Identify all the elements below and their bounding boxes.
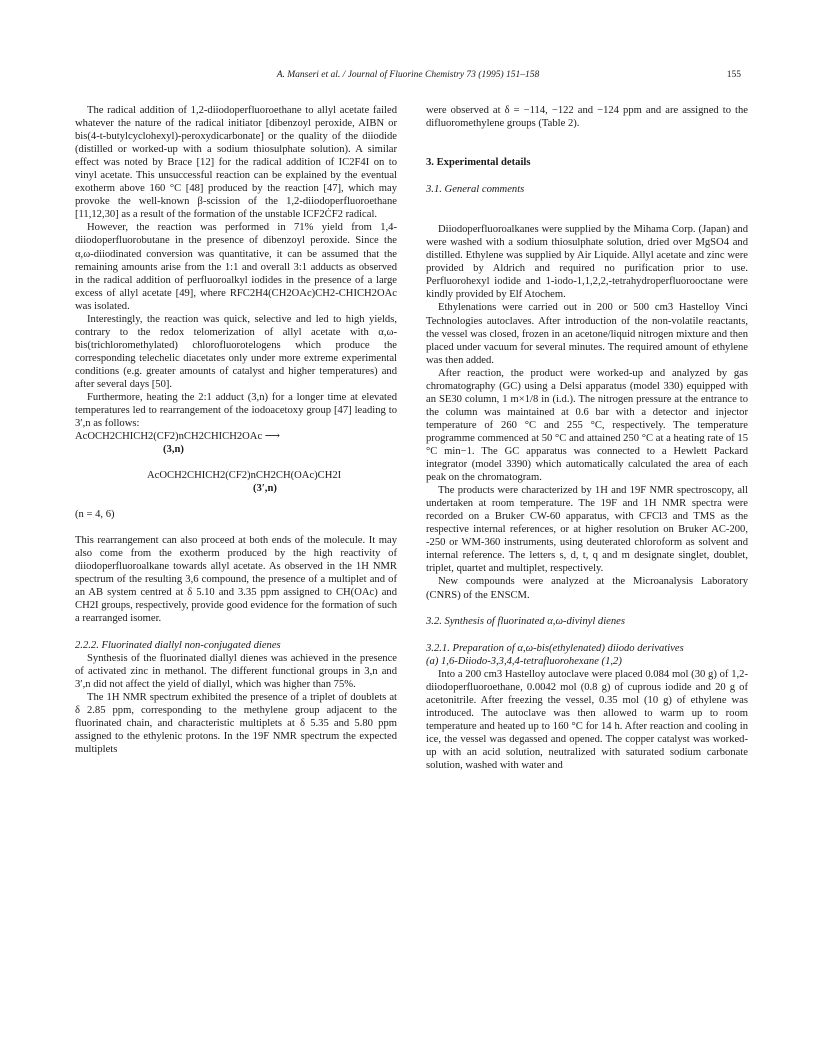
subsection-heading: 3.2. Synthesis of fluorinated α,ω-divinyl dienes <box>426 615 625 627</box>
subsection-heading: 3.1. General comments <box>426 184 525 196</box>
equation-condition: (n = 4, 6) <box>75 509 115 521</box>
paragraph: Interestingly, the reaction was quick, selective and led to high yields, contrary to the redox telomerization of allyl acetate with α,ω-bis(trichloromethylated) chlorofluorotelogens which produce the corresponding telechelic diacetates only under more extreme experimental conditions (e.g. greater amounts of catalyst and higher temperatures) and after several days [50]. <box>75 313 397 390</box>
page-number: 155 <box>726 70 741 80</box>
equation-reactant: AcOCH2CHICH2(CF2)nCH2CHICH2OAc ⟶ <box>75 431 280 443</box>
section-heading: 3. Experimental details <box>426 157 531 169</box>
paragraph: The products were characterized by 1H and 19F NMR spectroscopy, all undertaken at room temperature. The 19F and 1H NMR spectra were recorded on a Bruker CW-60 apparatus, with CFCl3 and TMS as the respective internal references, or at higher resolution on Bruker AC-200, -250 or WM-360 instruments, using deuterated chloroform as solvent and internal reference. The letters s, d, t, q and m designate singlet, doublet, triplet, quartet and multiplet, respectively. <box>426 485 748 575</box>
equation-line-2 <box>75 469 397 482</box>
paragraph: Into a 200 cm3 Hastelloy autoclave were placed 0.084 mol (30 g) of 1,2-diiodoperfluoroethane, 0.0042 mol (0.8 g) of cuprous iodide and 20 g of acetonitrile. After freezing the vessel, 0.35 mol (10 g) of ethylene was introduced. The autoclave was then allowed to warm up to room temperature and heated up to 160 °C for 14 h. After reaction and cooling in ice, the vessel was degassed and opened. The copper catalyst was worked-up with an acid solution, neutralized with saturated sodium carbonate solution, washed with water and <box>426 668 748 772</box>
equation-label-line-2 <box>75 482 397 495</box>
paragraph: However, the reaction was performed in 71% yield from 1,4-diiodoperfluorobutane in the presence of dibenzoyl peroxide. Since the α,ω-diiodinated conversion was quantitative, it can be assumed that the remaining amounts arise from the 1:1 and overall 3:1 adducts as observed in the radical addition of perfluoroalkyl iodides in the presence of a large excess of allyl acetate [49], where RFC2H4(CH2OAc)CH2-CHICH2OAc was isolated. <box>75 222 397 312</box>
subsection-heading: 2.2.2. Fluorinated diallyl non-conjugated dienes <box>75 639 281 651</box>
running-header <box>75 70 741 84</box>
equation-product: AcOCH2CHICH2(CF2)nCH2CH(OAc)CH2I <box>147 470 342 482</box>
left-column <box>75 104 397 756</box>
equation-condition-line <box>75 508 397 521</box>
equation-label: (3,n) <box>163 444 184 456</box>
paragraph: The radical addition of 1,2-diiodoperfluoroethane to allyl acetate failed whatever the nature of the radical initiator [dibenzoyl peroxide, AIBN or bis(4-t-butylcyclohexyl)-peroxydicarbonate] or the quality of the diiodide (distilled or worked-up with a sodium thiosulphate solution). A similar effect was noted by Brace [12] for the radical addition of IC2F4I on to vinyl acetate. This unsuccessful reaction can be explained by the eventual exotherm above 160 °C [48] produced by the reaction [47], which may provoke the well-known β-scission of the 1,2-diiodoperfluoroethane [11,12,30] as a result of the formation of the unstable ICF2ĊF2 radical. <box>75 105 397 221</box>
paragraph: Ethylenations were carried out in 200 or 500 cm3 Hastelloy Vinci Technologies autoclaves. After introduction of the non-volatile reactants, the vessel was closed, frozen in an acetone/liquid nitrogen mixture and then placed under vacuum for several minutes. The required amount of ethylene was then added. <box>426 302 748 366</box>
subsubsection-heading: 3.2.1. Preparation of α,ω-bis(ethylenated) diiodo derivatives <box>426 642 684 654</box>
paragraph: Diiodoperfluoroalkanes were supplied by the Mihama Corp. (Japan) and were washed with a sodium thiosulphate solution, dried over MgSO4 and distilled. Ethylene was supplied by Air Liquide. Allyl acetate and zinc were provided by Aldrich and required no purification prior to use. Perfluorohexyl iodide and 1-iodo-1,1,2,2,-tetrahydroperfluorooctane were kindly provided by Elf Atochem. <box>426 224 748 301</box>
paragraph: were observed at δ = −114, −122 and −124 ppm and are assigned to the difluoromethylene groups (Table 2). <box>426 105 748 130</box>
paragraph: After reaction, the product were worked-up and analyzed by gas chromatography (GC) using a Delsi apparatus (model 330) equipped with an SE30 column, 1 m×1/8 in (i.d.). The nitrogen pressure at the entrance to the column was maintained at 0.6 bar with a detector and injector temperature of 260 °C and 255 °C, respectively. The temperature programme commenced at 50 °C and attained 250 °C at a heating rate of 15 °C min−1. The GC apparatus was connected to a Hewlett Packard integrator (model 3390) which automatically calculated the area of each peak on the chromatogram. <box>426 367 748 484</box>
equation-line-1 <box>75 430 397 443</box>
paragraph: This rearrangement can also proceed at both ends of the molecule. It may also come from the exotherm produced by the high reactivity of diiodoperfluoroalkane towards allyl acetate. As observed in the 1H NMR spectrum of the resulting 3,6 compound, the presence of a multiplet and of an AB system centred at δ 5.10 and 3.35 ppm assigned to CH(OAc) and CH2I groups, respectively, provide good evidence for the formation of such a rearranged isomer. <box>75 535 397 625</box>
paragraph: Furthermore, heating the 2:1 adduct (3,n) for a longer time at elevated temperatures led to rearrangement of the iodoacetoxy group [47] leading to 3′,n as follows: <box>75 392 397 430</box>
running-title: A. Manseri et al. / Journal of Fluorine Chemistry 73 (1995) 151–158 <box>276 70 540 80</box>
equation-label-line-1 <box>75 443 397 456</box>
right-column <box>426 104 748 772</box>
equation-label: (3′,n) <box>253 483 277 495</box>
paragraph: The 1H NMR spectrum exhibited the presence of a triplet of doublets at δ 2.85 ppm, corresponding to the methylene group adjacent to the fluorinated chain, and characteristic multiplets at δ 5.35 and 5.80 ppm assigned to the ethylenic protons. In the 19F NMR spectrum the expected multiplets <box>75 691 397 755</box>
compound-heading: (a) 1,6-Diiodo-3,3,4,4-tetrafluorohexane (1,2) <box>426 655 622 667</box>
paragraph: Synthesis of the fluorinated diallyl dienes was achieved in the presence of activated zinc in methanol. The different functional groups in 3,n and 3′,n did not affect the yield of diallyl, which was higher than 75%. <box>75 652 397 690</box>
paragraph: New compounds were analyzed at the Microanalysis Laboratory (CNRS) of the ENSCM. <box>426 576 748 601</box>
